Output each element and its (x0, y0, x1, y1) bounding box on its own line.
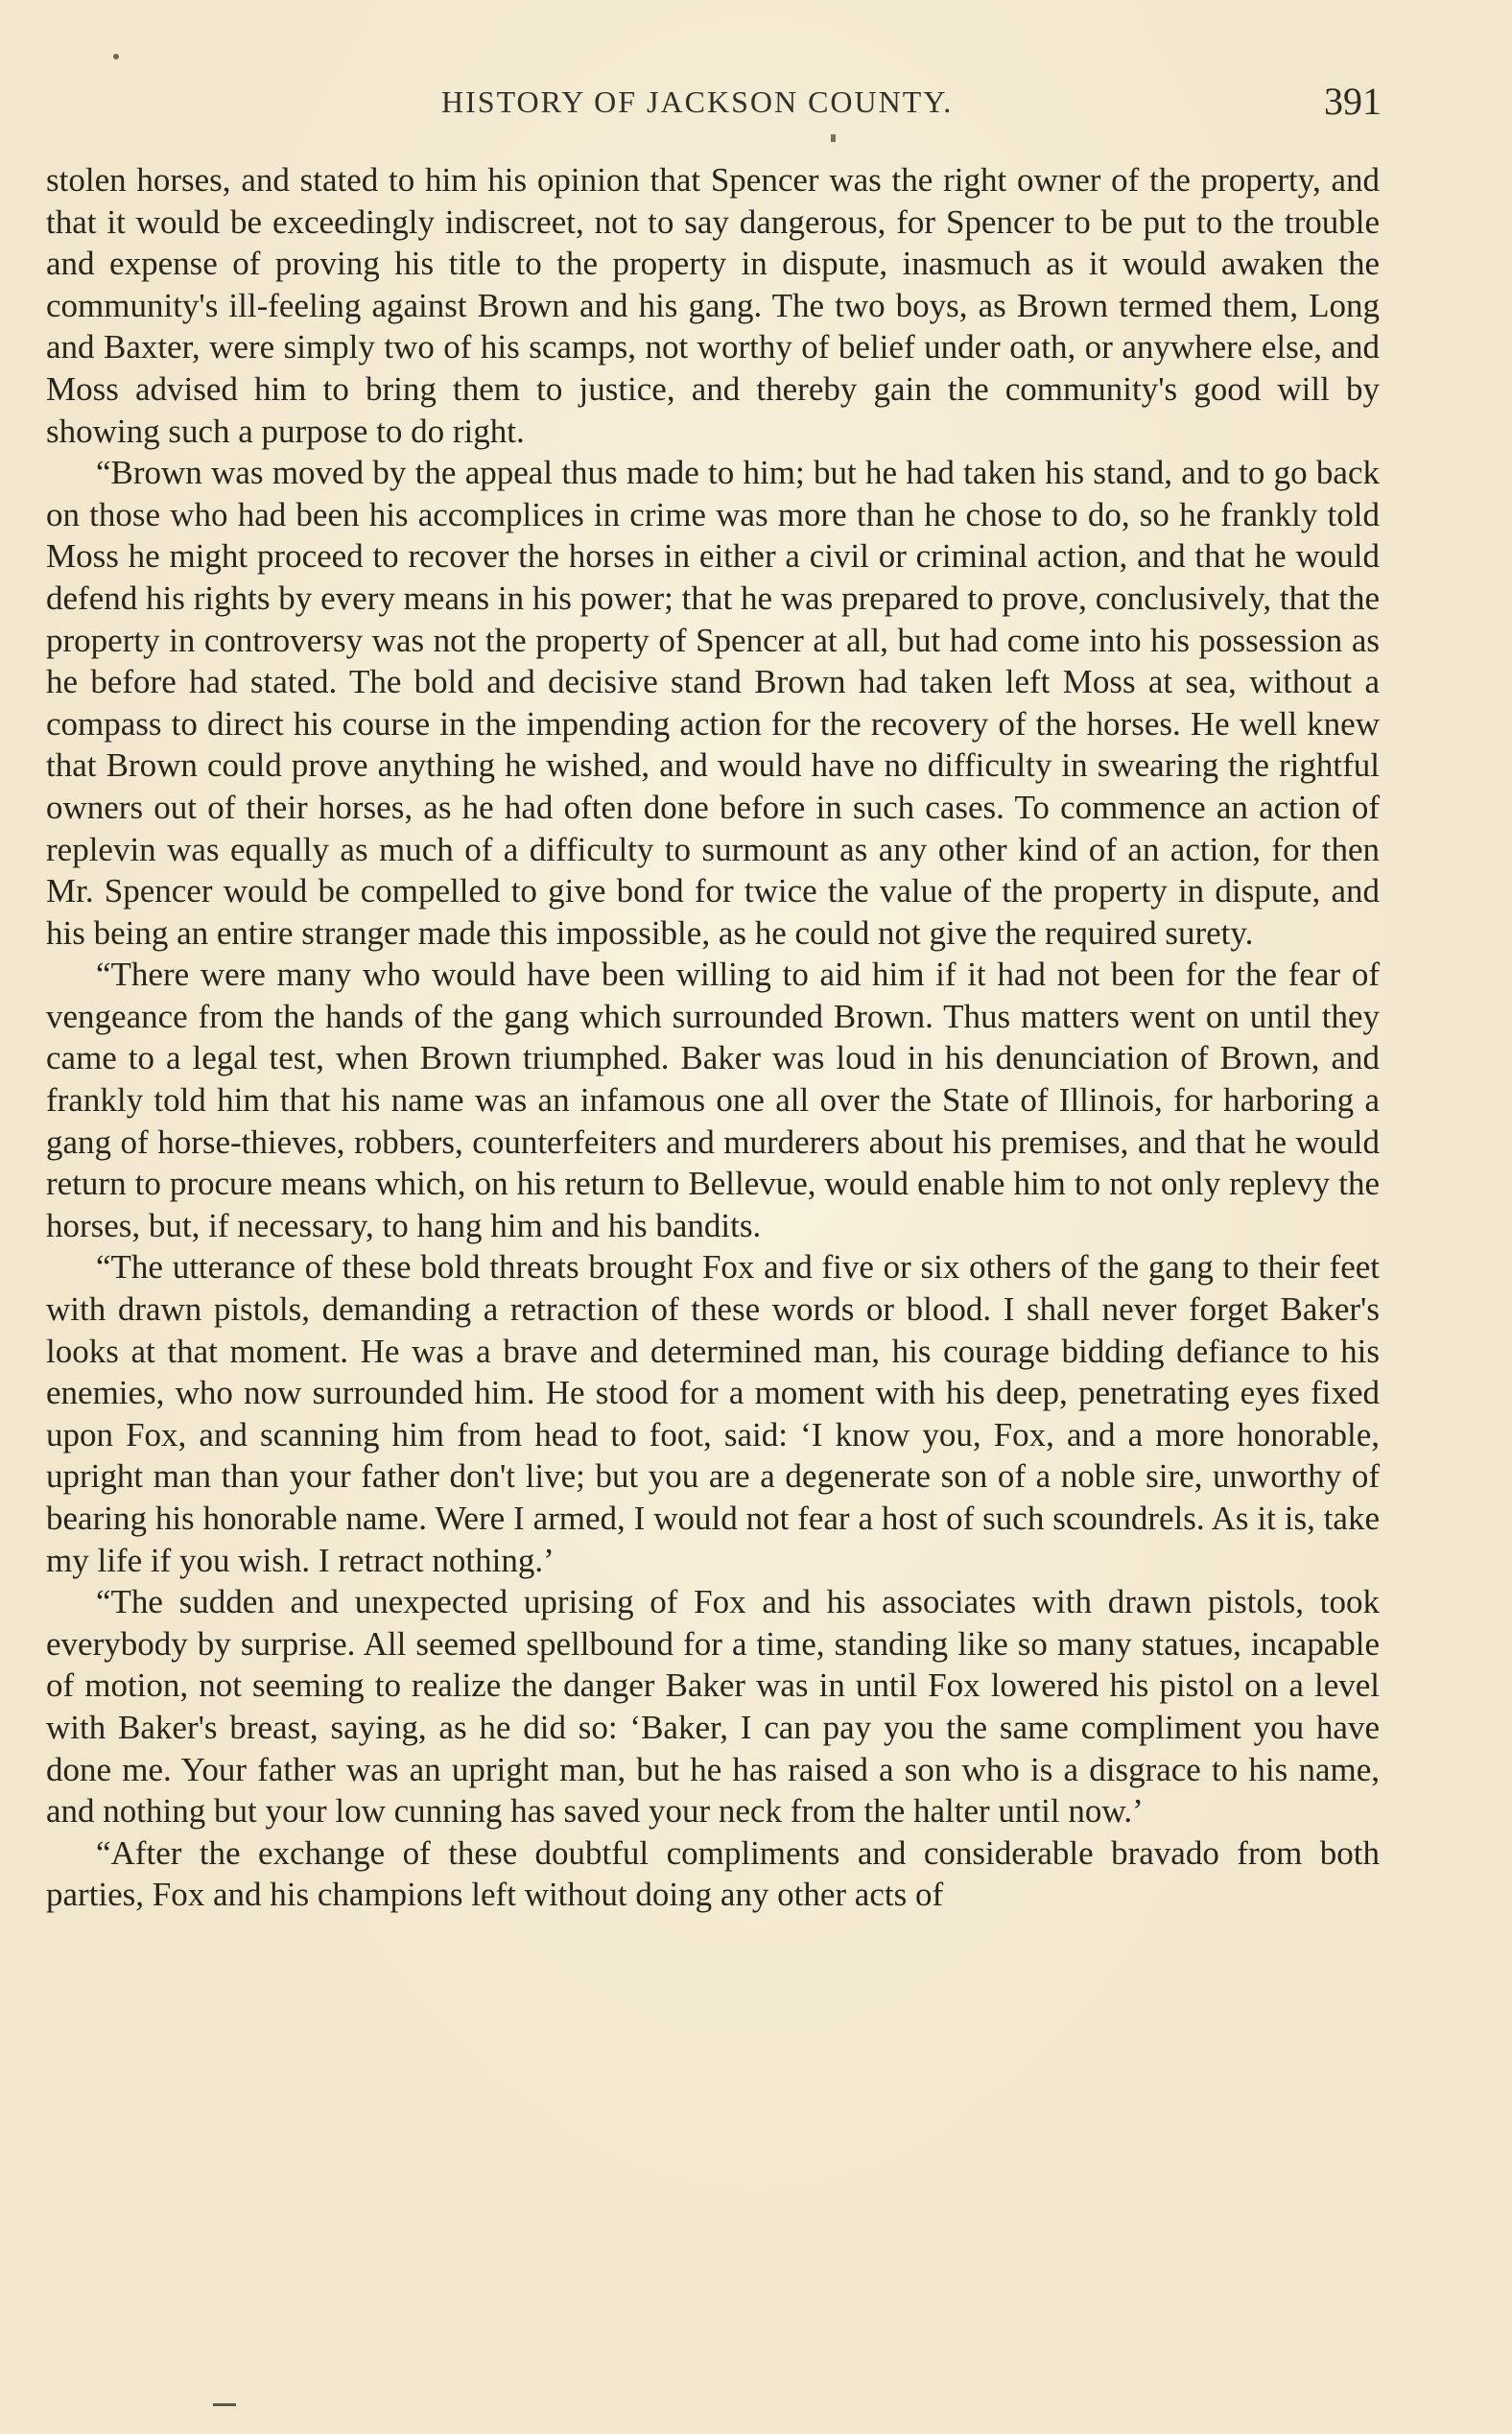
running-head: HISTORY OF JACKSON COUNTY. (441, 84, 954, 119)
paragraph-5: “The sudden and unexpected uprising of Fox and his associates with drawn pistols, took everybody by surprise. All seemed spellbound for a time, standing like so many statues, incapable of motion, not seeming to realize the danger Baker was in until Fox lowered his pistol on a level with Baker's breast, saying, as he did so: ‘Baker, I can pay you the same compliment you have done me. Your father was an upright man, but he has raised a son who is a disgrace to his name, and nothing but your low cunning has saved your neck from the halter until now.’ (46, 1583, 1380, 1831)
paragraph-2: “Brown was moved by the appeal thus made to him; but he had taken his stand, and to go back on those who had been his accomplices in crime was more than he chose to do, so he frankly told Moss he might proceed to recover the horses in either a civil or criminal action, and that he would defend his rights by every means in his power; that he was prepared to prove, conclusively, that the property in controversy was not the property of Spencer at all, but had come into his possession as he before had stated. The bold and decisive stand Brown had taken left Moss at sea, without a compass to direct his course in the impending action for the recovery of the horses. He well knew that Brown could prove anything he wished, and would have no difficulty in swearing the rightful owners out of their horses, as he had often done before in such cases. To commence an action of replevin was equally as much of a difficulty to surmount as any other kind of an action, for then Mr. Spencer would be compelled to give bond for twice the value of the property in dispute, and his being an entire stranger made this impossible, as he could not give the required surety. (46, 454, 1380, 952)
paragraph-6: “After the exchange of these doubtful compliments and considerable bravado from both parties, Fox and his champions left without doing any other acts of (46, 1833, 1380, 1914)
ink-speck (113, 54, 119, 59)
ink-dash (213, 2403, 236, 2406)
ink-mark (831, 134, 836, 142)
paragraph-4: “The utterance of these bold threats brought Fox and five or six others of the gang to their feet with drawn pistols, demanding a retraction of these words or blood. I shall never forget Baker's looks at that moment. He was a brave and determined man, his courage bidding defiance to his enemies, who now surrounded him. He stood for a moment with his deep, penetrating eyes fixed upon Fox, and scanning him from head to foot, said: ‘I know you, Fox, and a more honorable, upright man than your father don't live; but you are a degenerate son of a noble sire, unworthy of bearing his honorable name. Were I armed, I would not fear a host of such scoundrels. As it is, take my life if you wish. I retract nothing.’ (46, 1248, 1380, 1579)
page-body (46, 159, 1380, 1916)
page-number: 391 (1324, 80, 1382, 123)
page-header (441, 79, 1382, 127)
paragraph-3: “There were many who would have been willing to aid him if it had not been for the fear of vengeance from the hands of the gang which surrounded Brown. Thus matters went on until they came to a legal test, when Brown triumphed. Baker was loud in his denunciation of Brown, and frankly told him that his name was an infamous one all over the State of Illinois, for harboring a gang of horse-thieves, robbers, counterfeiters and murderers about his premises, and that he would return to procure means which, on his return to Bellevue, would enable him to not only replevy the horses, but, if necessary, to hang him and his bandits. (46, 956, 1380, 1244)
paragraph-1: stolen horses, and stated to him his opinion that Spencer was the right owner of the property, and that it would be exceedingly indiscreet, not to say dangerous, for Spencer to be put to the trouble and expense of proving his title to the property in dispute, inasmuch as it would awaken the community's ill-feeling against Brown and his gang. The two boys, as Brown termed them, Long and Baxter, were simply two of his scamps, not worthy of belief under oath, or anywhere else, and Moss advised him to bring them to justice, and thereby gain the community's good will by showing such a purpose to do right. (46, 161, 1380, 450)
